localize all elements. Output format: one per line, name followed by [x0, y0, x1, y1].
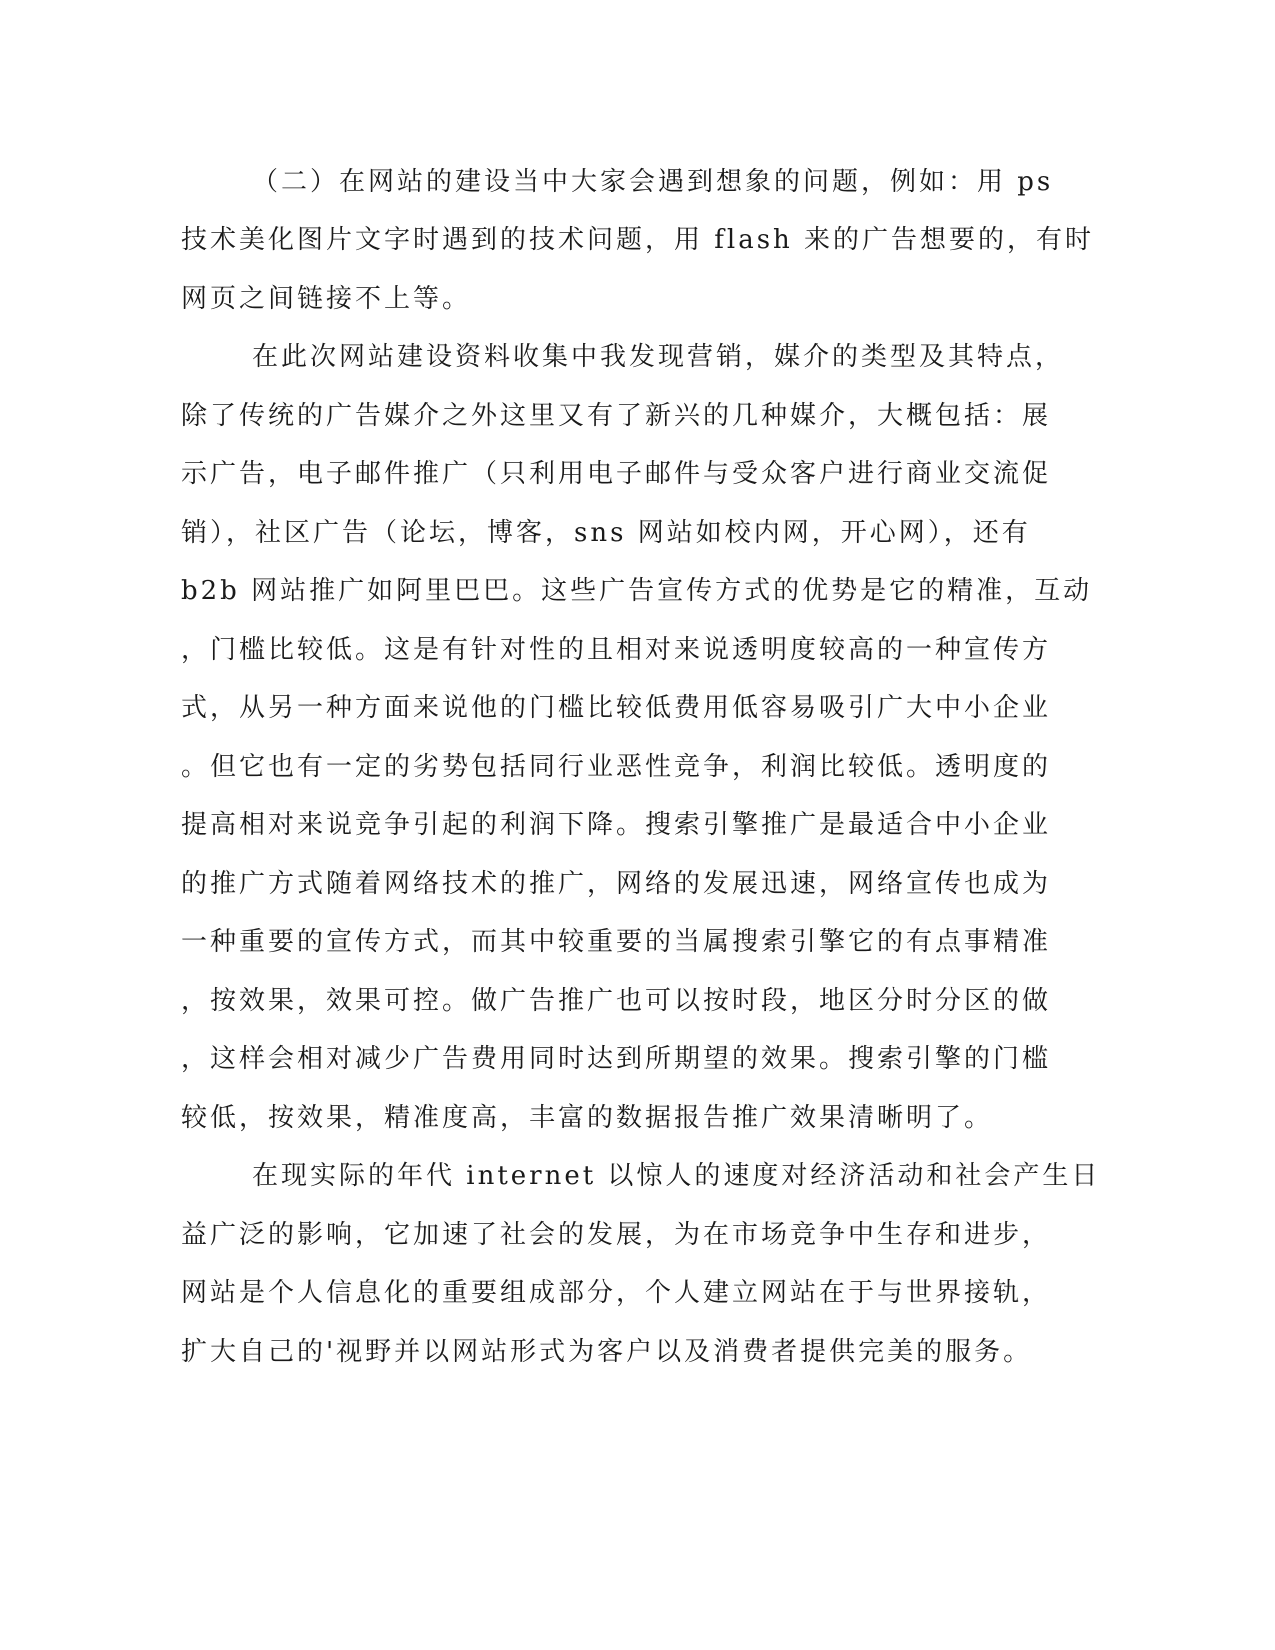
text-line: 的推广方式随着网络技术的推广，网络的发展迅速，网络宣传也成为: [181, 869, 1052, 899]
text-line: 扩大自己的'视野并以网站形式为客户以及消费者提供完美的服务。: [181, 1337, 1033, 1367]
text-line: 。但它也有一定的劣势包括同行业恶性竞争，利润比较低。透明度的: [181, 752, 1052, 782]
text-line: 在此次网站建设资料收集中我发现营销，媒介的类型及其特点，: [252, 342, 1065, 372]
text-line: 销），社区广告（论坛，博客，sns 网站如校内网，开心网），还有: [181, 518, 1031, 548]
text-line: 一种重要的宣传方式，而其中较重要的当属搜索引擎它的有点事精准: [181, 927, 1052, 957]
text-line: 式，从另一种方面来说他的门槛比较低费用低容易吸引广大中小企业: [181, 693, 1052, 723]
text-line: 除了传统的广告媒介之外这里又有了新兴的几种媒介，大概包括：展: [181, 401, 1052, 431]
text-line: ，这样会相对减少广告费用同时达到所期望的效果。搜索引擎的门槛: [181, 1044, 1052, 1074]
text-line: 益广泛的影响，它加速了社会的发展，为在市场竞争中生存和进步，: [181, 1220, 1052, 1250]
text-line: ，门槛比较低。这是有针对性的且相对来说透明度较高的一种宣传方: [181, 635, 1052, 665]
text-line: 网站是个人信息化的重要组成部分，个人建立网站在于与世界接轨，: [181, 1278, 1052, 1308]
text-line: （二）在网站的建设当中大家会遇到想象的问题，例如：用 ps: [252, 167, 1054, 197]
text-line: 提高相对来说竞争引起的利润下降。搜索引擎推广是最适合中小企业: [181, 810, 1052, 840]
text-line: 网页之间链接不上等。: [181, 284, 472, 314]
text-line: 较低，按效果，精准度高，丰富的数据报告推广效果清晰明了。: [181, 1103, 994, 1133]
text-line: 在现实际的年代 internet 以惊人的速度对经济活动和社会产生日: [252, 1161, 1101, 1191]
text-line: ，按效果，效果可控。做广告推广也可以按时段，地区分时分区的做: [181, 986, 1052, 1016]
text-line: 示广告，电子邮件推广（只利用电子邮件与受众客户进行商业交流促: [181, 459, 1052, 489]
text-line: 技术美化图片文字时遇到的技术问题，用 flash 来的广告想要的，有时: [181, 225, 1095, 255]
text-line: b2b 网站推广如阿里巴巴。这些广告宣传方式的优势是它的精准，互动: [181, 576, 1093, 606]
